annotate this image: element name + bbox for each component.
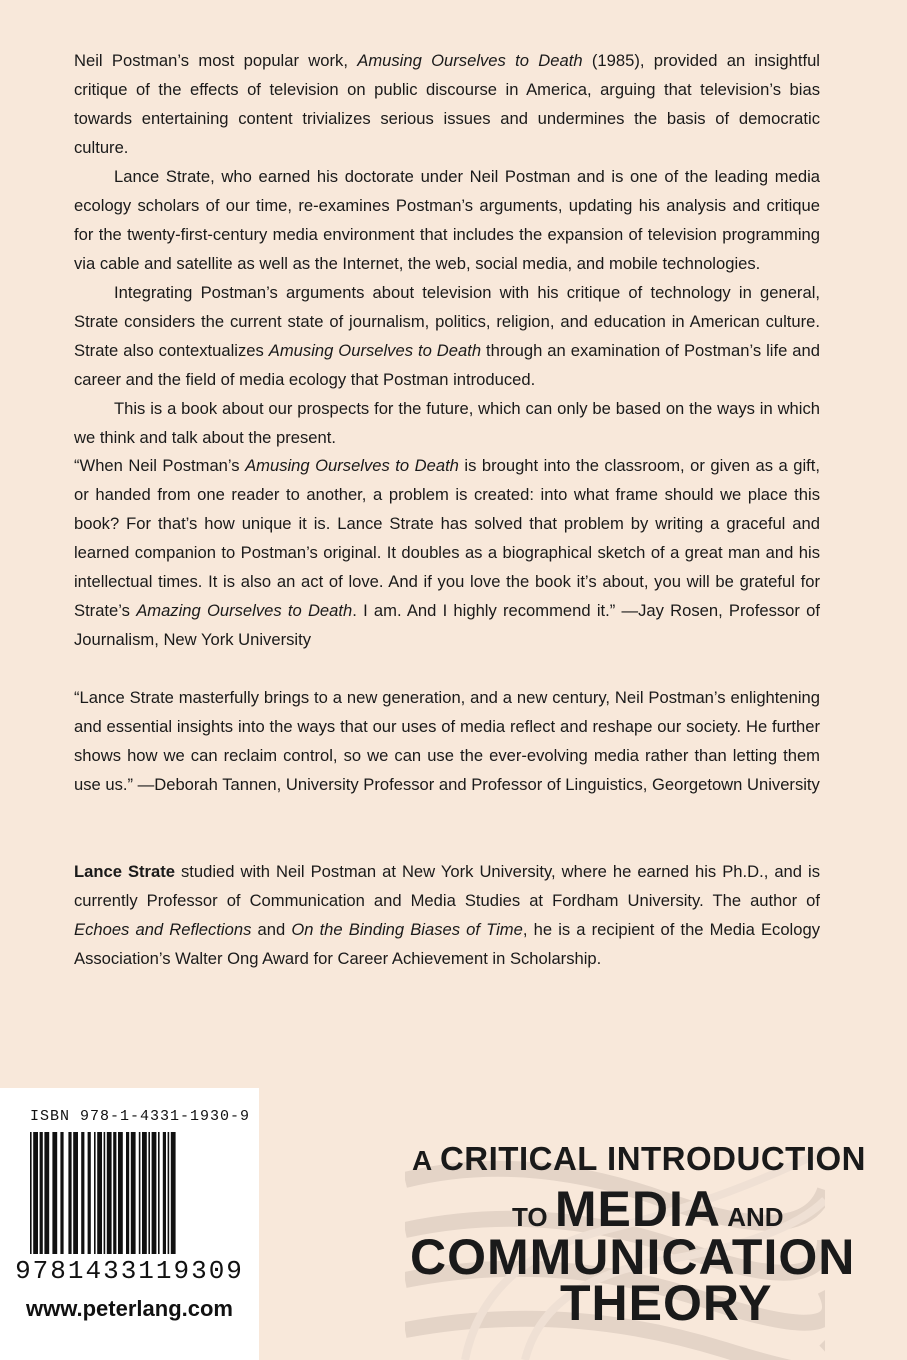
- endorsement-tannen: “Lance Strate masterfully brings to a new generation, and a new century, Neil Postman’s enlightening and essential insights into the ways that our uses of media reflect and reshape our society. He further shows how we can reclaim control, so we can use the ever-evolving media rather than letting them use us.” —Deborah Tannen, University Professor and Professor of Linguistics, Georgetown University: [74, 688, 820, 794]
- barcode-bar: [131, 1132, 136, 1254]
- description-paragraph-4: This is a book about our prospects for the future, which can only be based on the ways in which we think and talk about the present.: [74, 399, 820, 447]
- endorsement-rosen: “When Neil Postman’s Amusing Ourselves to Death is brought into the classroom, or given as a gift, or handed from one reader to another, a problem is created: into what frame should we place this book? For that’s how unique it is. Lance Strate has solved that problem by writing a graceful and learned companion to Postman’s original. It doubles as a biographical sketch of a great man and his intellectual times. It is also an act of love. And if you love the book it’s about, you will be grateful for Strate’s Amazing Ourselves to Death. I am. And I highly recommend it.” —Jay Rosen, Professor of Journalism, New York University: [74, 456, 820, 649]
- author-name: Lance Strate: [74, 862, 175, 881]
- barcode-bar: [118, 1132, 123, 1254]
- barcode-bar: [73, 1132, 78, 1254]
- barcode-bar: [81, 1132, 84, 1254]
- barcode-bar: [113, 1132, 116, 1254]
- barcode-bar: [142, 1132, 147, 1254]
- book-title: Amusing Ourselves to Death: [268, 341, 482, 360]
- description-paragraph-3: Integrating Postman’s arguments about television with his critique of technology in general, Strate considers the current state of journalism, politics, religion, and education in American culture. Strate also contextualizes Amusing Ourselves to Death through an examination of Postman’s life and career and the field of media ecology that Postman introduced.: [74, 283, 820, 389]
- barcode-bar: [152, 1132, 157, 1254]
- barcode-bar: [94, 1132, 96, 1254]
- barcode-bar: [60, 1132, 63, 1254]
- author-bio: Lance Strate studied with Neil Postman at New York University, where he earned his Ph.D., and is currently Professor of Communication and Media Studies at Fordham University. The author of Echoes and Reflections and On the Binding Biases of Time, he is a recipient of the Media Ecology Association’s Walter Ong Award for Career Achievement in Scholarship.: [74, 862, 820, 968]
- publisher-url: www.peterlang.com: [25, 1296, 233, 1321]
- barcode-bar: [168, 1132, 170, 1254]
- barcode-bar: [107, 1132, 112, 1254]
- description-paragraph-2: Lance Strate, who earned his doctorate under Neil Postman and is one of the leading media ecology scholars of our time, re-examines Postman’s arguments, updating his analysis and critique for the twenty-first-century media environment that includes the expansion of television programming via cable and satellite as well as the Internet, the web, social media, and mobile technologies.: [74, 167, 820, 273]
- barcode-bar: [139, 1132, 141, 1254]
- barcode-bar: [88, 1132, 91, 1254]
- barcode-bar: [68, 1132, 71, 1254]
- barcode-bar: [104, 1132, 106, 1254]
- book-title: Amazing Ourselves to Death: [136, 601, 353, 620]
- barcode-icon: [30, 1132, 230, 1262]
- book-title: On the Binding Biases of Time: [291, 920, 523, 939]
- barcode-digits: 9781433119309: [15, 1256, 244, 1286]
- isbn-label: ISBN 978-1-4331-1930-9: [30, 1108, 251, 1125]
- barcode-bar: [30, 1132, 32, 1254]
- series-title-line-2: TO MEDIA AND: [512, 1181, 784, 1237]
- barcode-bar: [126, 1132, 129, 1254]
- barcode-bar: [44, 1132, 49, 1254]
- barcode-bar: [40, 1132, 43, 1254]
- book-title: Echoes and Reflections: [74, 920, 252, 939]
- barcode-bar: [148, 1132, 150, 1254]
- series-title-line-3: COMMUNICATION: [410, 1229, 856, 1285]
- barcode-bar: [52, 1132, 57, 1254]
- barcode-panel: [0, 1088, 259, 1360]
- series-title-line-4: THEORY: [560, 1275, 773, 1331]
- barcode-bar: [33, 1132, 38, 1254]
- barcode-bar: [158, 1132, 160, 1254]
- book-title: Amusing Ourselves to Death: [245, 456, 459, 475]
- series-title-line-1: A CRITICAL INTRODUCTION: [412, 1140, 866, 1177]
- barcode-bar: [171, 1132, 176, 1254]
- barcode-bar: [97, 1132, 102, 1254]
- book-title: Amusing Ourselves to Death: [357, 51, 583, 70]
- barcode-bar: [163, 1132, 166, 1254]
- description-paragraph-1: Neil Postman’s most popular work, Amusing Ourselves to Death (1985), provided an insightful critique of the effects of television on public discourse in America, arguing that television’s bias towards entertaining content trivializes serious issues and undermines the basis of democratic culture.: [74, 51, 820, 157]
- book-description: [74, 46, 820, 452]
